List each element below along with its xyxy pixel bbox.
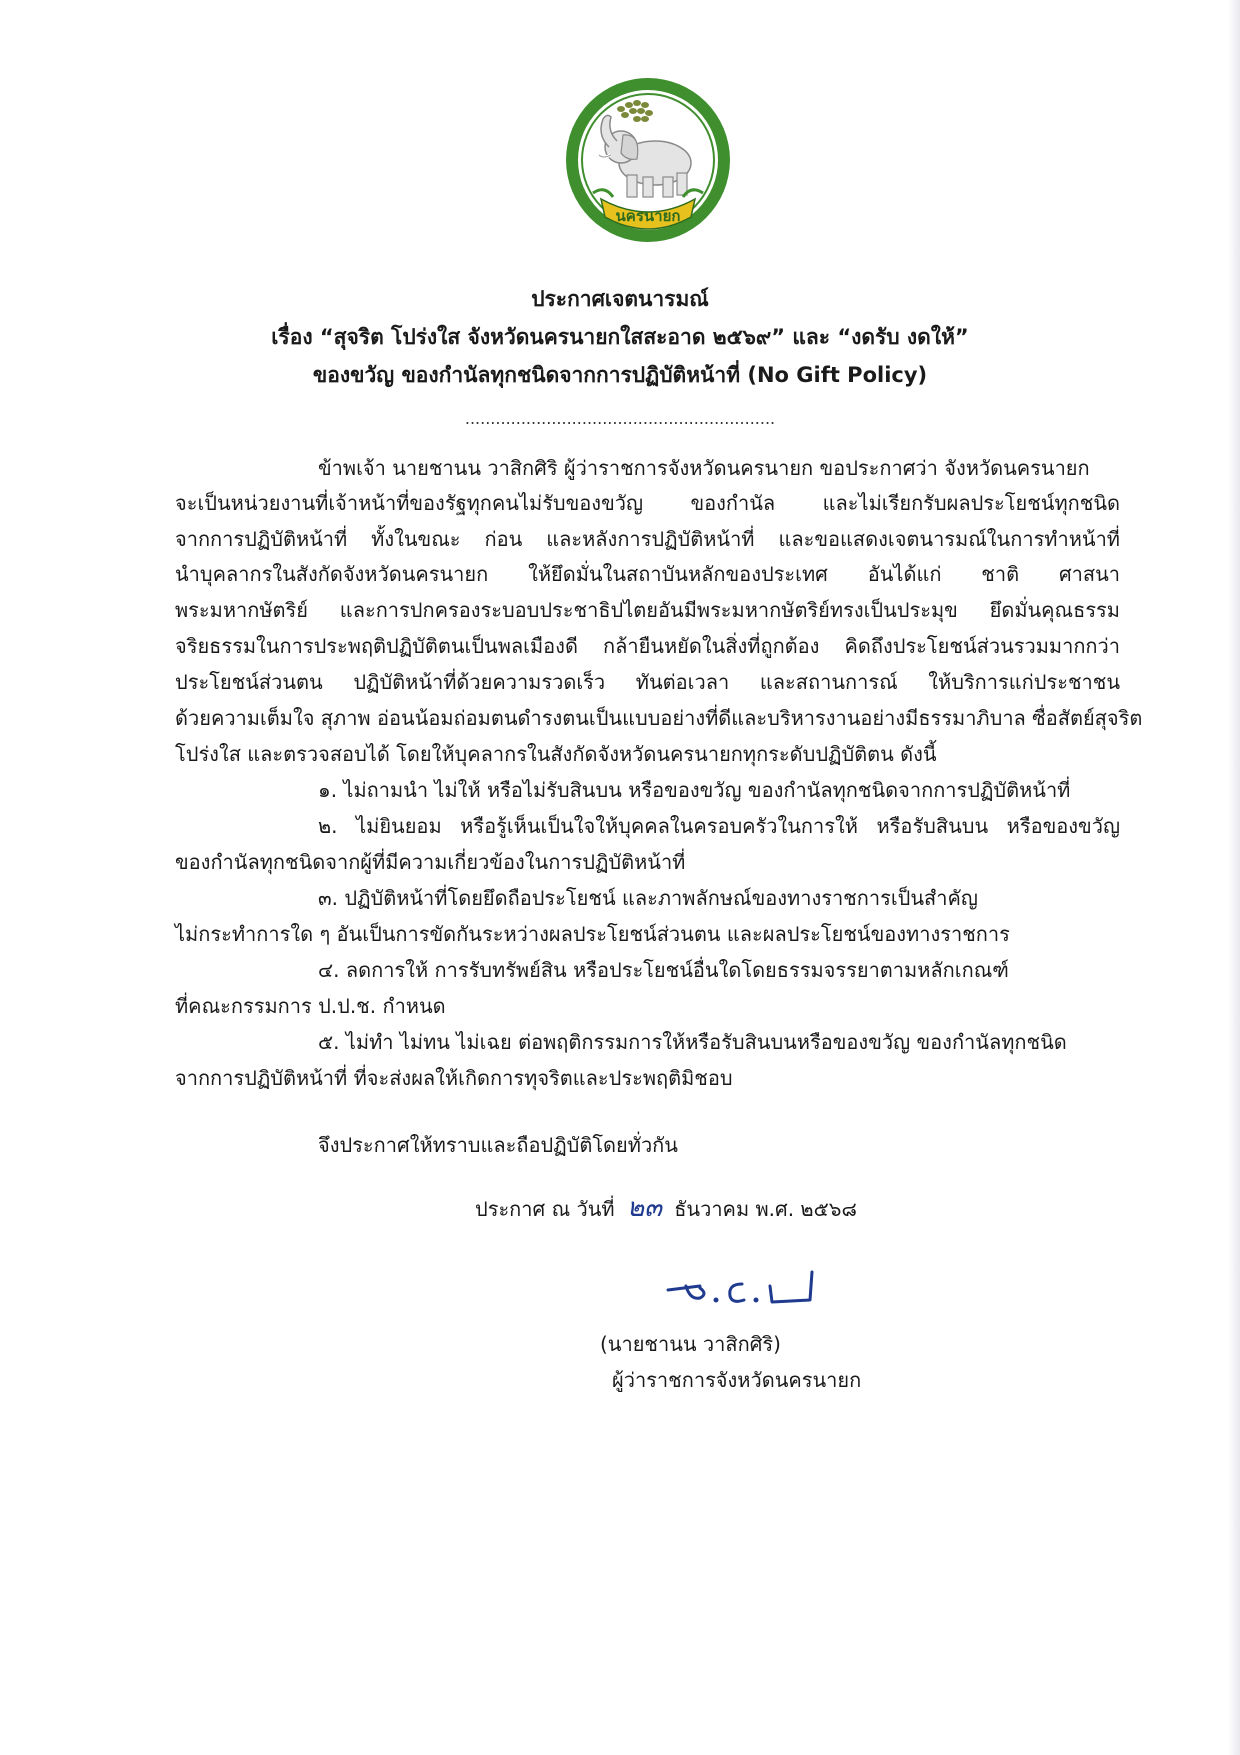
date-prefix: ประกาศ ณ วันที่ [475, 1197, 615, 1221]
announcement-title: ประกาศเจตนารมณ์ [531, 287, 709, 311]
closing-statement: จึงประกาศให้ทราบและถือปฏิบัติโดยทั่วกัน [318, 1133, 678, 1157]
paragraph-line: พระมหากษัตริย์ และการปกครองระบอบประชาธิปไตยอันมีพระมหากษัตริย์ทรงเป็นประมุข ยึดมั่นคุณธรรม [175, 598, 1120, 622]
seal-text: นครนายก [615, 207, 681, 225]
paragraph-line: จะเป็นหน่วยงานที่เจ้าหน้าที่ของรัฐทุกคนไม่รับของขวัญ ของกำนัล และไม่เรียกรับผลประโยชน์ทุกชนิด [175, 491, 1120, 515]
dotted-divider: ............................................................. [464, 409, 776, 428]
paragraph-line: จากการปฏิบัติหน้าที่ ทั้งในขณะ ก่อน และหลังการปฏิบัติหน้าที่ และขอแสดงเจตนารมณ์ในการทำหน้าที่ [175, 527, 1120, 551]
list-item-1: ๑. ไม่ถามนำ ไม่ให้ หรือไม่รับสินบน หรือของขวัญ ของกำนัลทุกชนิดจากการปฏิบัติหน้าที่ [318, 778, 1071, 802]
paragraph-line: โปร่งใส และตรวจสอบได้ โดยให้บุคลากรในสังกัดจังหวัดนครนายกทุกระดับปฏิบัติตน ดังนี้ [175, 742, 937, 766]
announcement-subject-line2: ของขวัญ ของกำนัลทุกชนิดจากการปฏิบัติหน้าที่ (No Gift Policy) [312, 363, 928, 387]
list-item-5: ๕. ไม่ทำ ไม่ทน ไม่เฉย ต่อพฤติกรรมการให้หรือรับสินบนหรือของขวัญ ของกำนัลทุกชนิด [318, 1030, 1067, 1054]
paragraph-line: จริยธรรมในการประพฤติปฏิบัติตนเป็นพลเมืองดี กล้ายืนหยัดในสิ่งที่ถูกต้อง คิดถึงประโยชน์ส่วนรวมมากกว่า [175, 634, 1120, 658]
list-item-2-cont: ของกำนัลทุกชนิดจากผู้ที่มีความเกี่ยวข้องในการปฏิบัติหน้าที่ [175, 850, 686, 874]
date-suffix: ธันวาคม พ.ศ. ๒๕๖๘ [674, 1197, 857, 1221]
signatory-name: (นายชานน วาสิกศิริ) [600, 1332, 781, 1356]
list-item-3-cont: ไม่กระทำการใด ๆ อันเป็นการขัดกันระหว่างผลประโยชน์ส่วนตน และผลประโยชน์ของทางราชการ [175, 922, 1010, 946]
announcement-subject-line1: เรื่อง “สุจริต โปร่งใส จังหวัดนครนายกใสสะอาด ๒๕๖๙” และ “งดรับ งดให้” [271, 325, 969, 349]
paragraph-line: นำบุคลากรในสังกัดจังหวัดนครนายก ให้ยึดมั่นในสถาบันหลักของประเทศ อันได้แก่ ชาติ ศาสนา [175, 562, 1120, 586]
paragraph-line: ประโยชน์ส่วนตน ปฏิบัติหน้าที่ด้วยความรวดเร็ว ทันต่อเวลา และสถานการณ์ ให้บริการแก่ประชาชน [175, 670, 1120, 694]
handwritten-signature [660, 1262, 830, 1312]
list-item-2: ๒. ไม่ยินยอม หรือรู้เห็นเป็นใจให้บุคคลในครอบครัวในการให้ หรือรับสินบน หรือของขวัญ [318, 814, 1120, 838]
list-item-5-cont: จากการปฏิบัติหน้าที่ ที่จะส่งผลให้เกิดการทุจริตและประพฤติมิชอบ [175, 1066, 733, 1090]
list-item-4-cont: ที่คณะกรรมการ ป.ป.ช. กำหนด [175, 994, 446, 1018]
paragraph-line: ด้วยความเต็มใจ สุภาพ อ่อนน้อมถ่อมตนดำรงตนเป็นแบบอย่างที่ดีและบริหารงานอย่างมีธรรมาภิบาล ซื่อสัตย์สุจริต [175, 706, 1143, 730]
list-item-4: ๔. ลดการให้ การรับทรัพย์สิน หรือประโยชน์อื่นใดโดยธรรมจรรยาตามหลักเกณฑ์ [318, 958, 1009, 982]
paragraph-line: ข้าพเจ้า นายชานน วาสิกศิริ ผู้ว่าราชการจังหวัดนครนายก ขอประกาศว่า จังหวัดนครนายก [318, 456, 1090, 480]
signatory-position: ผู้ว่าราชการจังหวัดนครนายก [612, 1368, 862, 1392]
announcement-date [475, 1192, 995, 1224]
date-day-handwritten: ๒๓ [626, 1193, 662, 1223]
list-item-3: ๓. ปฏิบัติหน้าที่โดยยึดถือประโยชน์ และภาพลักษณ์ของทางราชการเป็นสำคัญ [318, 886, 978, 910]
scan-edge-shadow [1228, 0, 1240, 1755]
provincial-seal-logo [563, 75, 733, 245]
announcement-header [0, 280, 1240, 444]
